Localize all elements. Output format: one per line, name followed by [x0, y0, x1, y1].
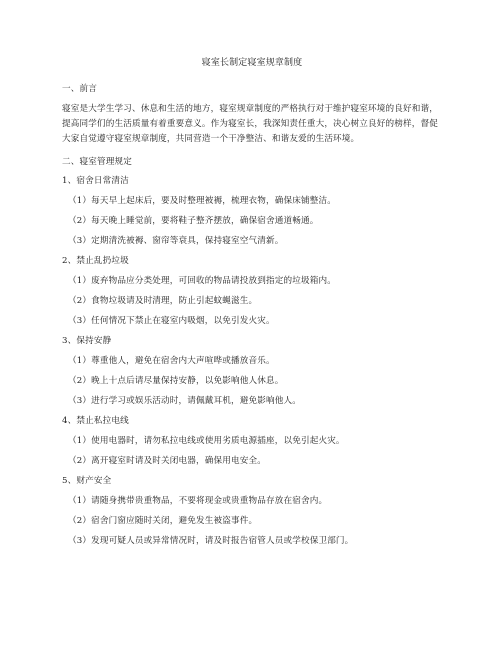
rule-group-title: 3、保持安静: [62, 336, 112, 346]
preface-paragraph: 寝室是大学生学习、休息和生活的地方，寝室规章制度的严格执行对于维护寝室环境的良好和谐，提高同学们的生活质量有着重要意义。作为寝室长，我深知责任重大，决心树立良好的榜样，督促大家自觉遵守寝室规章制度，共同营造一个干净整洁、和谐友爱的生活环境。: [62, 104, 438, 144]
rule-item: （1）请随身携带贵重物品，不要将现金或贵重物品存放在宿舍内。: [68, 496, 328, 506]
rule-group-quiet: [62, 335, 442, 407]
rule-item: （2）宿舍门窗应随时关闭，避免发生被盗事件。: [68, 516, 258, 526]
section-heading-preface: 一、前言: [62, 84, 97, 94]
rule-group-title: 1、宿舍日常清洁: [62, 176, 129, 186]
rule-group-cleaning: [62, 175, 442, 247]
rule-item: （3）定期清洗被褥、窗帘等衰具，保持寝室空气清新。: [68, 236, 284, 246]
rule-item: （3）任何情况下禁止在寝室内吸烟，以免引发火灾。: [68, 316, 275, 326]
rule-group-title: 2、禁止乱扔垃圾: [62, 256, 129, 266]
rule-item: （3）发现可疑人员或异常情况时，请及时报告宿管人员或学校保卫部门。: [68, 536, 354, 546]
rule-group-property: [62, 475, 442, 547]
document-title: 寝室长制定寝室规章制度: [201, 58, 303, 68]
rule-item: （2）食物垃圾请及时清理，防止引起蚊蝇滋生。: [68, 296, 258, 306]
rule-group-title: 5、财产安全: [62, 476, 112, 486]
rule-item: （2）离开寝室时请及时关闭电器，确保用电安全。: [68, 456, 266, 466]
rule-item: （2）每天晚上睡觉前，要将鞋子整齐摆放，确保宿舍通道畅通。: [68, 216, 319, 226]
rule-group-wiring: [62, 415, 442, 467]
rule-item: （1）使用电器时，请勿私拉电线或使用劣质电源插座，以免引起火灾。: [68, 436, 345, 446]
rule-group-litter: [62, 255, 442, 327]
rule-item: （2）晚上十点后请尽量保持安静，以免影响他人休息。: [68, 376, 284, 386]
rule-item: （1）每天早上起床后，要及时整理被褥，梳理衣物，确保床铺整洁。: [68, 196, 336, 206]
rule-item: （1）废弃物品应分类处理，可回收的物品请投放到指定的垃圾箱内。: [68, 276, 336, 286]
rule-item: （1）尊重他人，避免在宿舍内大声喧哗或播放音乐。: [68, 356, 275, 366]
rule-group-title: 4、禁止私拉电线: [62, 416, 129, 426]
rule-item: （3）进行学习或娱乐活动时，请佩戴耳机，避免影响他人。: [68, 396, 301, 406]
section-heading-rules: 二、寝室管理规定: [62, 157, 132, 167]
